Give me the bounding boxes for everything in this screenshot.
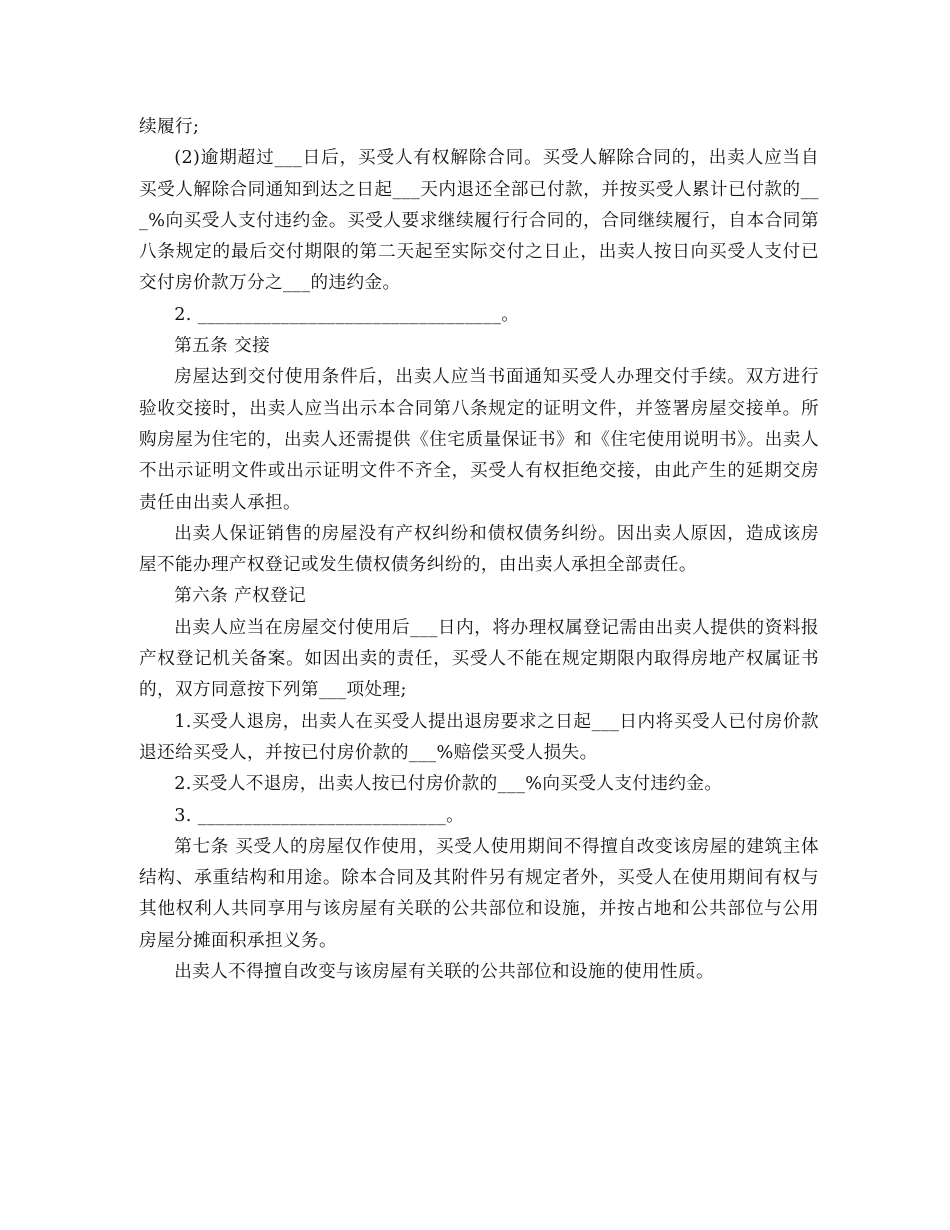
paragraph-continuation: 续履行; — [139, 117, 200, 137]
paragraph-handover: 房屋达到交付使用条件后，出卖人应当书面通知买受人办理交付手续。双方进行验收交接时，出卖人应当出示本合同第八条规定的证明文件，并签署房屋交接单。所购房屋为住宅的，出卖人还需提供《住宅质量保证书》和《住宅使用说明书》。出卖人不出示证明文件或出示证明文件不齐全，买受人有权拒绝交接，由此产生的延期交房责任由出卖人承担。 — [139, 367, 819, 513]
paragraph-option-3: 3. ___________________________。 — [174, 805, 465, 826]
paragraph-clause-2-overdue: (2)逾期超过___日后，买受人有权解除合同。买受人解除合同的，出卖人应当自买受人解除合同通知到达之日起___天内退还全部已付款，并按买受人累计已付款的___%向买受人支付违约金。买受人要求继续履行行合同的，合同继续履行，自本合同第八条规定的最后交付期限的第二天起至实际交付之日止，出卖人按日向买受人支付已交付房价款万分之___的违约金。 — [139, 148, 819, 294]
paragraph-option-2: 2.买受人不退房，出卖人按已付房价款的___%向买受人支付违约金。 — [174, 774, 723, 795]
paragraph-registration: 出卖人应当在房屋交付使用后___日内，将办理权属登记需由出卖人提供的资料报产权登记机关备案。如因出卖的责任，买受人不能在规定期限内取得房地产权属证书的，双方同意按下列第___项处理; — [139, 617, 819, 701]
article-6-heading: 第六条 产权登记 — [174, 586, 307, 607]
paragraph-blank-item-2: 2. _________________________________。 — [174, 304, 520, 325]
article-5-heading: 第五条 交接 — [174, 336, 271, 357]
article-7-paragraph: 第七条 买受人的房屋仅作使用，买受人使用期间不得擅自改变该房屋的建筑主体结构、承重结构和用途。除本合同及其附件另有规定者外，买受人在使用期间有权与其他权利人共同享用与该房屋有关联的公共部位和设施，并按占地和公共部位与公用房屋分摊面积承担义务。 — [139, 836, 819, 951]
paragraph-public-facilities: 出卖人不得擅自改变与该房屋有关联的公共部位和设施的使用性质。 — [174, 962, 715, 983]
document-body — [139, 112, 819, 988]
paragraph-seller-guarantee: 出卖人保证销售的房屋没有产权纠纷和债权债务纠纷。因出卖人原因，造成该房屋不能办理产权登记或发生债权债务纠纷的，由出卖人承担全部责任。 — [139, 523, 819, 576]
paragraph-option-1: 1.买受人退房，出卖人在买受人提出退房要求之日起___日内将买受人已付房价款退还给买受人，并按已付房价款的___%赔偿买受人损失。 — [139, 711, 819, 763]
